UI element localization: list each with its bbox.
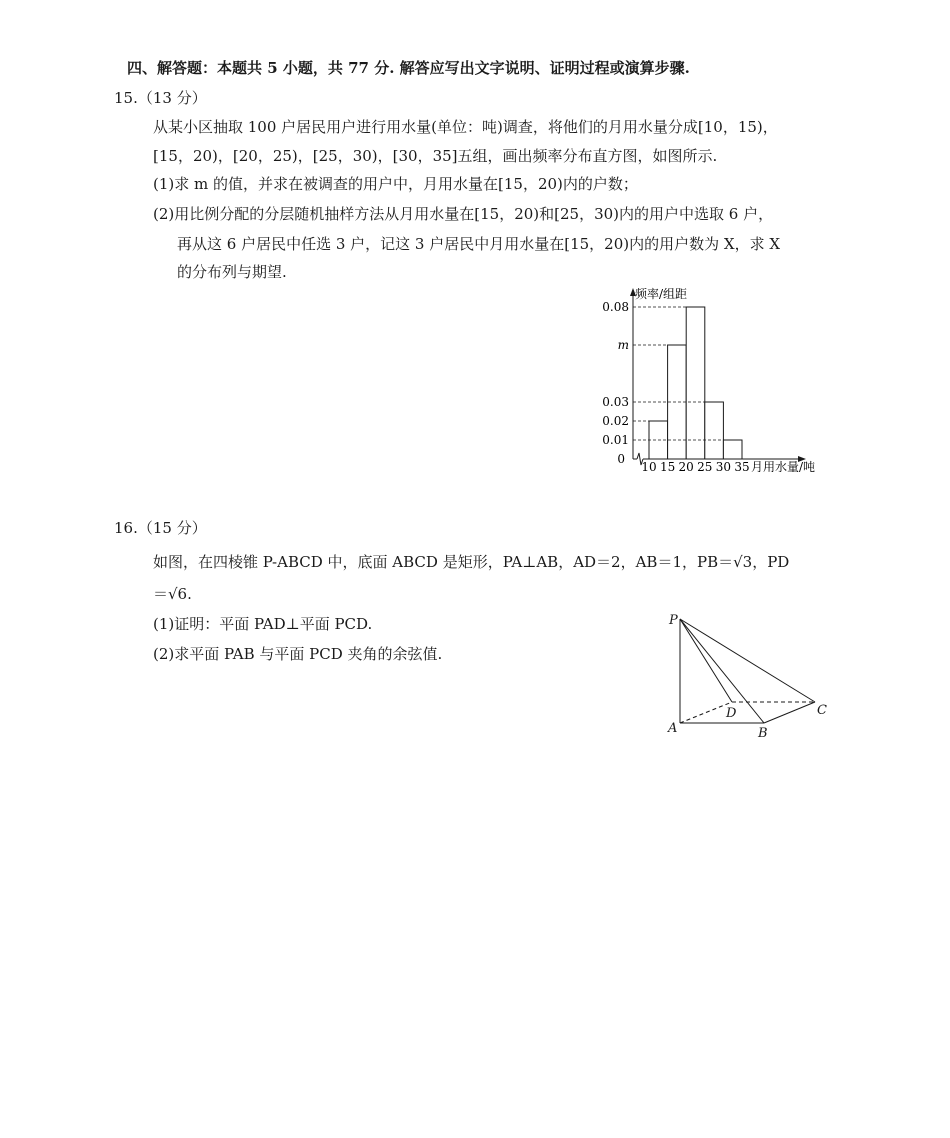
q16-part2: (2)求平面 PAB 与平面 PCD 夹角的余弦值. xyxy=(153,645,443,663)
y-tick-label: 0.03 xyxy=(602,395,629,409)
x-tick-label: 25 xyxy=(697,460,713,474)
histogram-bar xyxy=(723,440,742,459)
x-tick-labels xyxy=(641,460,749,474)
q16-line-2: ＝√6. xyxy=(153,585,192,603)
y-tick-labels xyxy=(602,300,629,447)
x-tick-label: 10 xyxy=(641,460,657,474)
q16-line-1: 如图，在四棱锥 P-ABCD 中，底面 ABCD 是矩形，PA⊥AB，AD＝2，AB＝1，PB＝√3，PD xyxy=(153,553,790,571)
q16-part1: (1)证明：平面 PAD⊥平面 PCD. xyxy=(153,615,373,633)
edge-PC xyxy=(680,619,815,702)
q15-line-2: [15，20)，[20，25)，[25，30)，[30，35]五组，画出频率分布直方图，如图所示. xyxy=(153,147,718,165)
origin-label: 0 xyxy=(617,452,625,466)
y-tick-label: m xyxy=(617,338,629,352)
q15-part2-line-3: 的分布列与期望. xyxy=(177,263,287,281)
y-tick-label: 0.02 xyxy=(602,414,629,428)
q15-number: 15.（13 分） xyxy=(114,89,207,107)
histogram-bar xyxy=(686,307,705,459)
edge-AD-hidden xyxy=(680,702,732,723)
x-tick-label: 20 xyxy=(678,460,694,474)
y-tick-label: 0.01 xyxy=(602,433,629,447)
vertex-label-A: A xyxy=(668,721,678,736)
y-axis-title: 频率/组距 xyxy=(635,287,688,301)
x-tick-label: 30 xyxy=(715,460,732,474)
edge-PD xyxy=(680,619,732,702)
frequency-histogram xyxy=(585,285,835,480)
vertex-label-C: C xyxy=(817,703,827,718)
x-tick-label: 15 xyxy=(659,460,676,474)
vertex-label-D: D xyxy=(726,706,737,721)
edge-BC xyxy=(764,702,815,723)
section-heading: 四、解答题：本题共 5 小题，共 77 分. 解答应写出文字说明、证明过程或演算步骤. xyxy=(127,59,690,77)
pyramid-figure xyxy=(660,607,835,742)
q15-part1: (1)求 m 的值，并求在被调查的用户中，月用水量在[15，20)内的户数； xyxy=(153,175,638,193)
x-axis-title: 月用水量/吨 xyxy=(751,460,816,474)
histogram-bar xyxy=(705,402,724,459)
q16-number: 16.（15 分） xyxy=(114,519,207,537)
q15-line-1: 从某小区抽取 100 户居民用户进行用水量(单位：吨)调查，将他们的月用水量分成[10，15)， xyxy=(153,118,778,136)
y-tick-label: 0.08 xyxy=(602,300,629,314)
x-tick-label: 35 xyxy=(734,460,750,474)
histogram-bars xyxy=(649,307,742,459)
q15-part2-line-1: (2)用比例分配的分层随机抽样方法从月用水量在[15，20)和[25，30)内的用户中选取 6 户， xyxy=(153,205,774,223)
vertex-label-B: B xyxy=(758,726,768,741)
q15-part2-line-2: 再从这 6 户居民中任选 3 户，记这 3 户居民中月用水量在[15，20)内的用户数为 X，求 X xyxy=(177,235,781,253)
edge-PB xyxy=(680,619,764,723)
vertex-label-P: P xyxy=(669,613,678,628)
